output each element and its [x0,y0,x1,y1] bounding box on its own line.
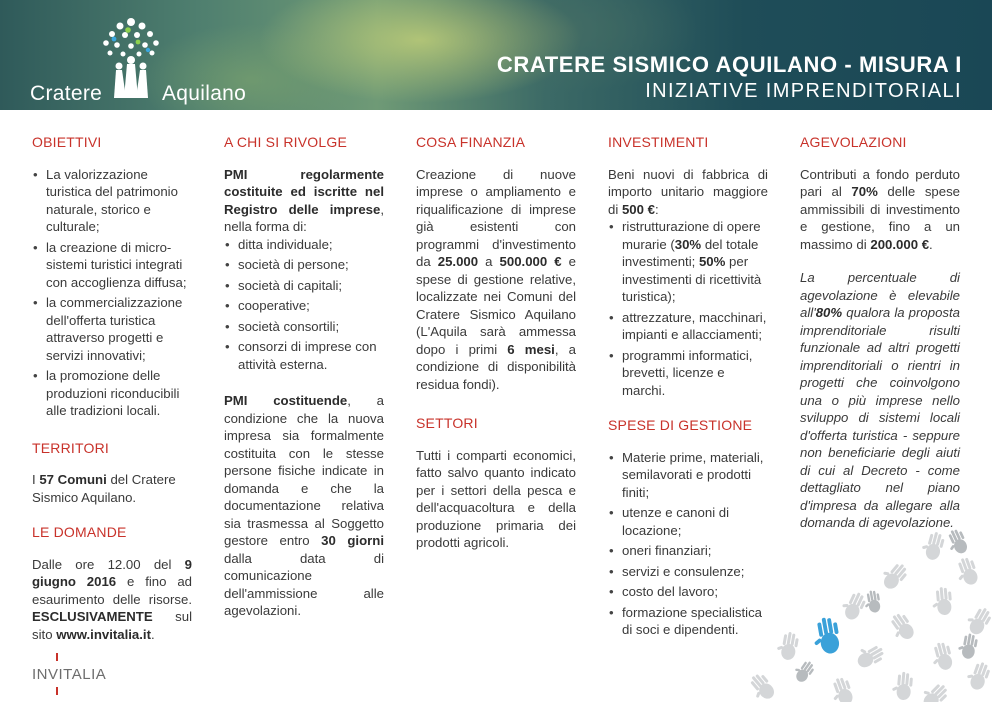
brand-name-right: Aquilano [162,82,247,105]
list-item: • servizi e consulenze; [608,563,768,581]
list-item: • La valorizzazione turistica del patrimonio naturale, storico e culturale; [32,166,192,236]
investimenti-intro: Beni nuovi di fabbrica di importo unitario maggiore di 500 €: [608,166,768,217]
heading-investimenti: INVESTIMENTI [608,134,709,150]
investimenti-list [608,218,768,399]
list-item: • consorzi di imprese con attività esterna. [224,338,384,373]
heading-finanzia: COSA FINANZIA [416,134,526,150]
list-item: • società consortili; [224,318,384,336]
column-obiettivi [32,118,192,643]
list-item: • la commercializzazione dell'offerta turistica attraverso progetti e servizi innovativi; [32,294,192,364]
invitalia-logo-text: INVITALIA [32,666,107,683]
territori-text: I 57 Comuni del Cratere Sismico Aquilano. [32,472,176,505]
agevolazioni-text: Contributi a fondo perduto pari al 70% delle spese ammissibili di investimento e gestione, fino a un massimo di 200.000 €. [800,166,961,252]
invitalia-logo [32,653,112,697]
finanzia-text: Creazione di nuove imprese o ampliamento e riqualificazione di imprese già esistenti con programmi d'investimento da 25.000 a 500.000 € e spese di gestione relative, localizzate nei Comuni del Cratere Sismico Aquilano (L'Aquila sarà ammessa dopo i primi 6 mesi, a condizione di disponibilità residua fondi). [416,166,577,392]
header-banner [0,0,992,110]
column-agevolazioni [800,118,960,532]
invitalia-link[interactable]: www.invitalia.it [56,626,151,642]
list-item: • formazione specialistica di soci e dipendenti. [608,604,768,639]
rivolge-intro: PMI regolarmente costituite ed iscritte nel Registro delle imprese, nella forma di: [224,166,384,234]
heading-spese: SPESE DI GESTIONE [608,417,753,433]
heading-settori: SETTORI [416,415,478,431]
heading-agevolazioni: AGEVOLAZIONI [800,134,907,150]
list-item: • cooperative; [224,297,384,315]
heading-domande: LE DOMANDE [32,524,127,540]
list-item: • società di persone; [224,256,384,274]
column-a-chi-si-rivolge [224,118,384,620]
list-item: • utenze e canoni di locazione; [608,504,768,539]
list-item: • la promozione delle produzioni riconducibili alle tradizioni locali. [32,367,192,420]
column-cosa-finanzia [416,118,576,552]
list-item: • oneri finanziari; [608,542,768,560]
page-title: CRATERE SISMICO AQUILANO - MISURA I [496,52,962,77]
rivolge-list [224,236,384,374]
heading-obiettivi: OBIETTIVI [32,134,102,150]
list-item: • Materie prime, materiali, semilavorati e prodotti finiti; [608,449,768,502]
list-item: • ditta individuale; [224,236,384,254]
handprints-decoration [744,528,992,702]
domande-text: Dalle ore 12.00 del 9 giugno 2016 e fino ad esaurimento delle risorse. ESCLUSIVAMENTE sul sito www.invitalia.it. [32,556,192,642]
logo-mark-top [56,653,58,661]
brand-name-left: Cratere [30,82,103,105]
agevolazioni-note: La percentuale di agevolazione è elevabile all'80% qualora la proposta imprenditoriale risulti funzionale ad altri progetti imprenditoriali o rientri in progetti che coinvolgono una o più imprese nello sviluppo di sistemi locali d'offerta turistica - seppure non beneficiarie degli aiuti di cui al Decreto - come dettagliato nel piano d'impresa da allegare alla domanda di agevolazione. [800,270,961,530]
list-item: • società di capitali; [224,277,384,295]
list-item: • ristrutturazione di opere murarie (30% del totale investimenti; 50% per investimenti di ricettività turistica); [608,218,768,306]
heading-territori: TERRITORI [32,439,109,456]
logo-mark-bottom [56,687,58,695]
heading-rivolge: A CHI SI RIVOLGE [224,134,348,150]
settori-text: Tutti i comparti economici, fatto salvo quanto indicato per i settori della pesca e dell'acquacoltura e della produzione primaria dei prodotti agricoli. [416,447,576,550]
list-item: • la creazione di micro-sistemi turistici integrati con accoglienza diffusa; [32,239,192,292]
list-item: • costo del lavoro; [608,583,768,601]
list-item: • attrezzature, macchinari, impianti e allacciamenti; [608,309,768,344]
obiettivi-list [32,166,192,420]
list-item: • programmi informatici, brevetti, licenze e marchi. [608,347,768,400]
rivolge-costituende: PMI costituende, a condizione che la nuova impresa sia formalmente costituita con le stesse persone fisiche indicate in domanda e che la documentazione relativa sia trasmessa al Soggetto gestore entro 30 giorni dalla data di comunicazione dell'ammissione alle agevolazioni. [224,393,384,618]
cratere-aquilano-tree-logo [92,8,170,108]
page-subtitle: INIZIATIVE IMPRENDITORIALI [645,80,962,102]
